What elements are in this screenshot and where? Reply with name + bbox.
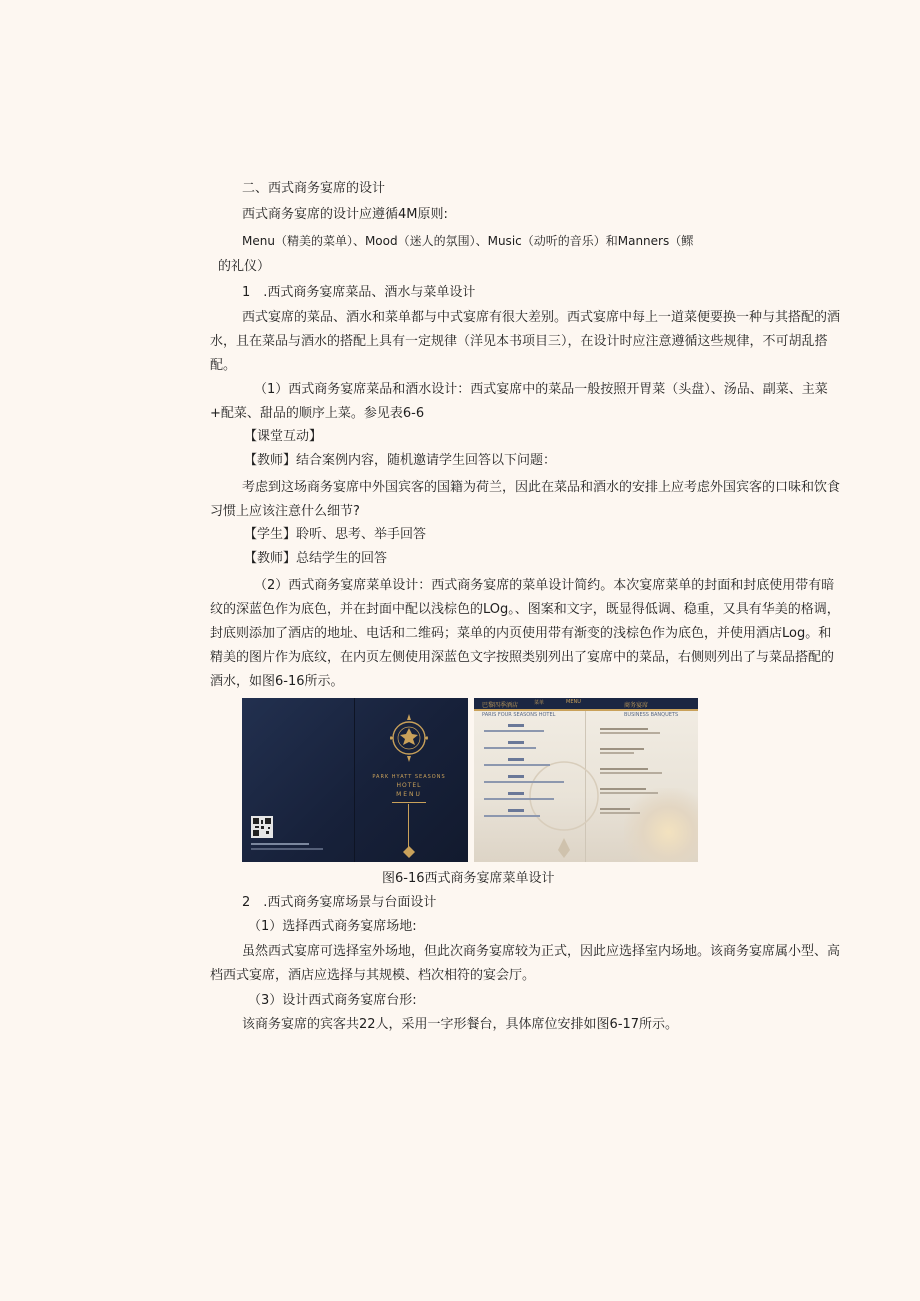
subsection-1-title: 1 .西式商务宴席菜品、酒水与菜单设计	[242, 285, 476, 300]
hotel-crest-icon	[387, 712, 431, 772]
student-response: 【学生】聆听、思考、举手回答	[244, 527, 427, 542]
principles-line-1: Menu（精美的菜单）、Mood（迷人的氛围）、Music（动听的音乐）和Manners（鳏	[242, 234, 694, 248]
figure-caption: 图6-16西式商务宴席菜单设计	[382, 871, 555, 886]
teacher-summary: 【教师】总结学生的回答	[244, 551, 388, 566]
menu-spine-line	[354, 698, 355, 862]
paragraph-3: （2）西式商务宴席菜单设计：西式商务宴席的菜单设计简约。本次宴席菜单的封面和封底使用带有暗纹的深蓝色作为底色，并在封面中配以浅棕色的LOg。、图案和文字，既显得低调、稳重，又具有华美的格调，封底则添加了酒店的地址、电话和二维码；菜单的内页使用带有渐变的浅棕色作为底色，并使用酒店Log。和精美的图片作为底纹，在内页左侧使用深蓝色文字按照类别列出了宴席中的菜品，右侧则列出了与菜品搭配的酒水，如图6-16所示。	[210, 578, 840, 689]
cover-divider	[392, 802, 426, 803]
cover-hotel-label: HOTEL	[396, 782, 422, 789]
paragraph-2: （1）西式商务宴席菜品和酒水设计：西式宴席中的菜品一般按照开胃菜（头盘）、汤品、副菜、主菜+配菜、甜品的顺序上菜。参见表6-6	[210, 382, 828, 421]
classroom-interaction-label: 【课堂互动】	[244, 429, 323, 444]
inner-dish-list	[484, 724, 580, 817]
paragraph-5: 该商务宴席的宾客共22人，采用一字形餐台，具体席位安排如图6-17所示。	[242, 1017, 679, 1032]
cover-menu-label: MENU	[396, 791, 422, 798]
inner-left-header: 巴黎四季酒店	[482, 702, 519, 709]
cover-contact-text	[251, 848, 323, 850]
inner-left-subheader: PARIS FOUR SEASONS HOTEL	[482, 712, 556, 718]
inner-right-subheader: BUSINESS BANQUETS	[624, 712, 679, 718]
paragraph-1: 西式宴席的菜品、酒水和菜单都与中式宴席有很大差别。西式宴席中每上一道菜便要换一种与其搭配的酒水，且在菜品与酒水的搭配上具有一定规律（洋见本书项目三），在设计时应注意遵循这些规律，不可胡乱搭配。	[210, 310, 841, 373]
qr-code-icon	[251, 816, 273, 838]
inner-right-header: 商务宴席	[624, 702, 649, 709]
discussion-question: 考虑到这场商务宴席中外国宾客的国籍为荷兰，因此在菜品和酒水的安排上应考虑外国宾客的口味和饮食习惯上应该注意什么细节?	[210, 480, 841, 519]
teacher-prompt: 【教师】结合案例内容，随机邀请学生回答以下问题：	[244, 453, 557, 468]
cover-ribbon-line	[408, 804, 409, 848]
inner-tab-2: MENU	[566, 699, 581, 705]
subsection-2-title: 2 .西式商务宴席场景与台面设计	[242, 895, 437, 910]
intro-text: 西式商务宴席的设计应遵循4M原则:	[242, 207, 448, 222]
cover-address-text	[251, 843, 309, 845]
inner-wine-list	[600, 728, 670, 814]
principles-line-2: 的礼仪）	[218, 259, 271, 274]
item-1-title: （1）选择西式商务宴席场地:	[248, 919, 417, 934]
paragraph-4: 虽然西式宴席可选择室外场地，但此次商务宴席较为正式，因此应选择室内场地。该商务宴席属小型、高档西式宴席，酒店应选择与其规模、档次相符的宴会厅。	[210, 944, 841, 983]
inner-gold-rule	[474, 709, 698, 711]
section-title: 二、西式商务宴席的设计	[242, 181, 386, 196]
cover-hotel-name: PARK HYATT SEASONS	[372, 774, 446, 780]
cover-ornament-icon	[403, 846, 415, 858]
menu-inner-page-image	[474, 698, 698, 862]
menu-cover-image	[242, 698, 468, 862]
item-3-title: （3）设计西式商务宴席台形:	[248, 993, 417, 1008]
inner-tab-1: 菜单	[534, 700, 545, 706]
